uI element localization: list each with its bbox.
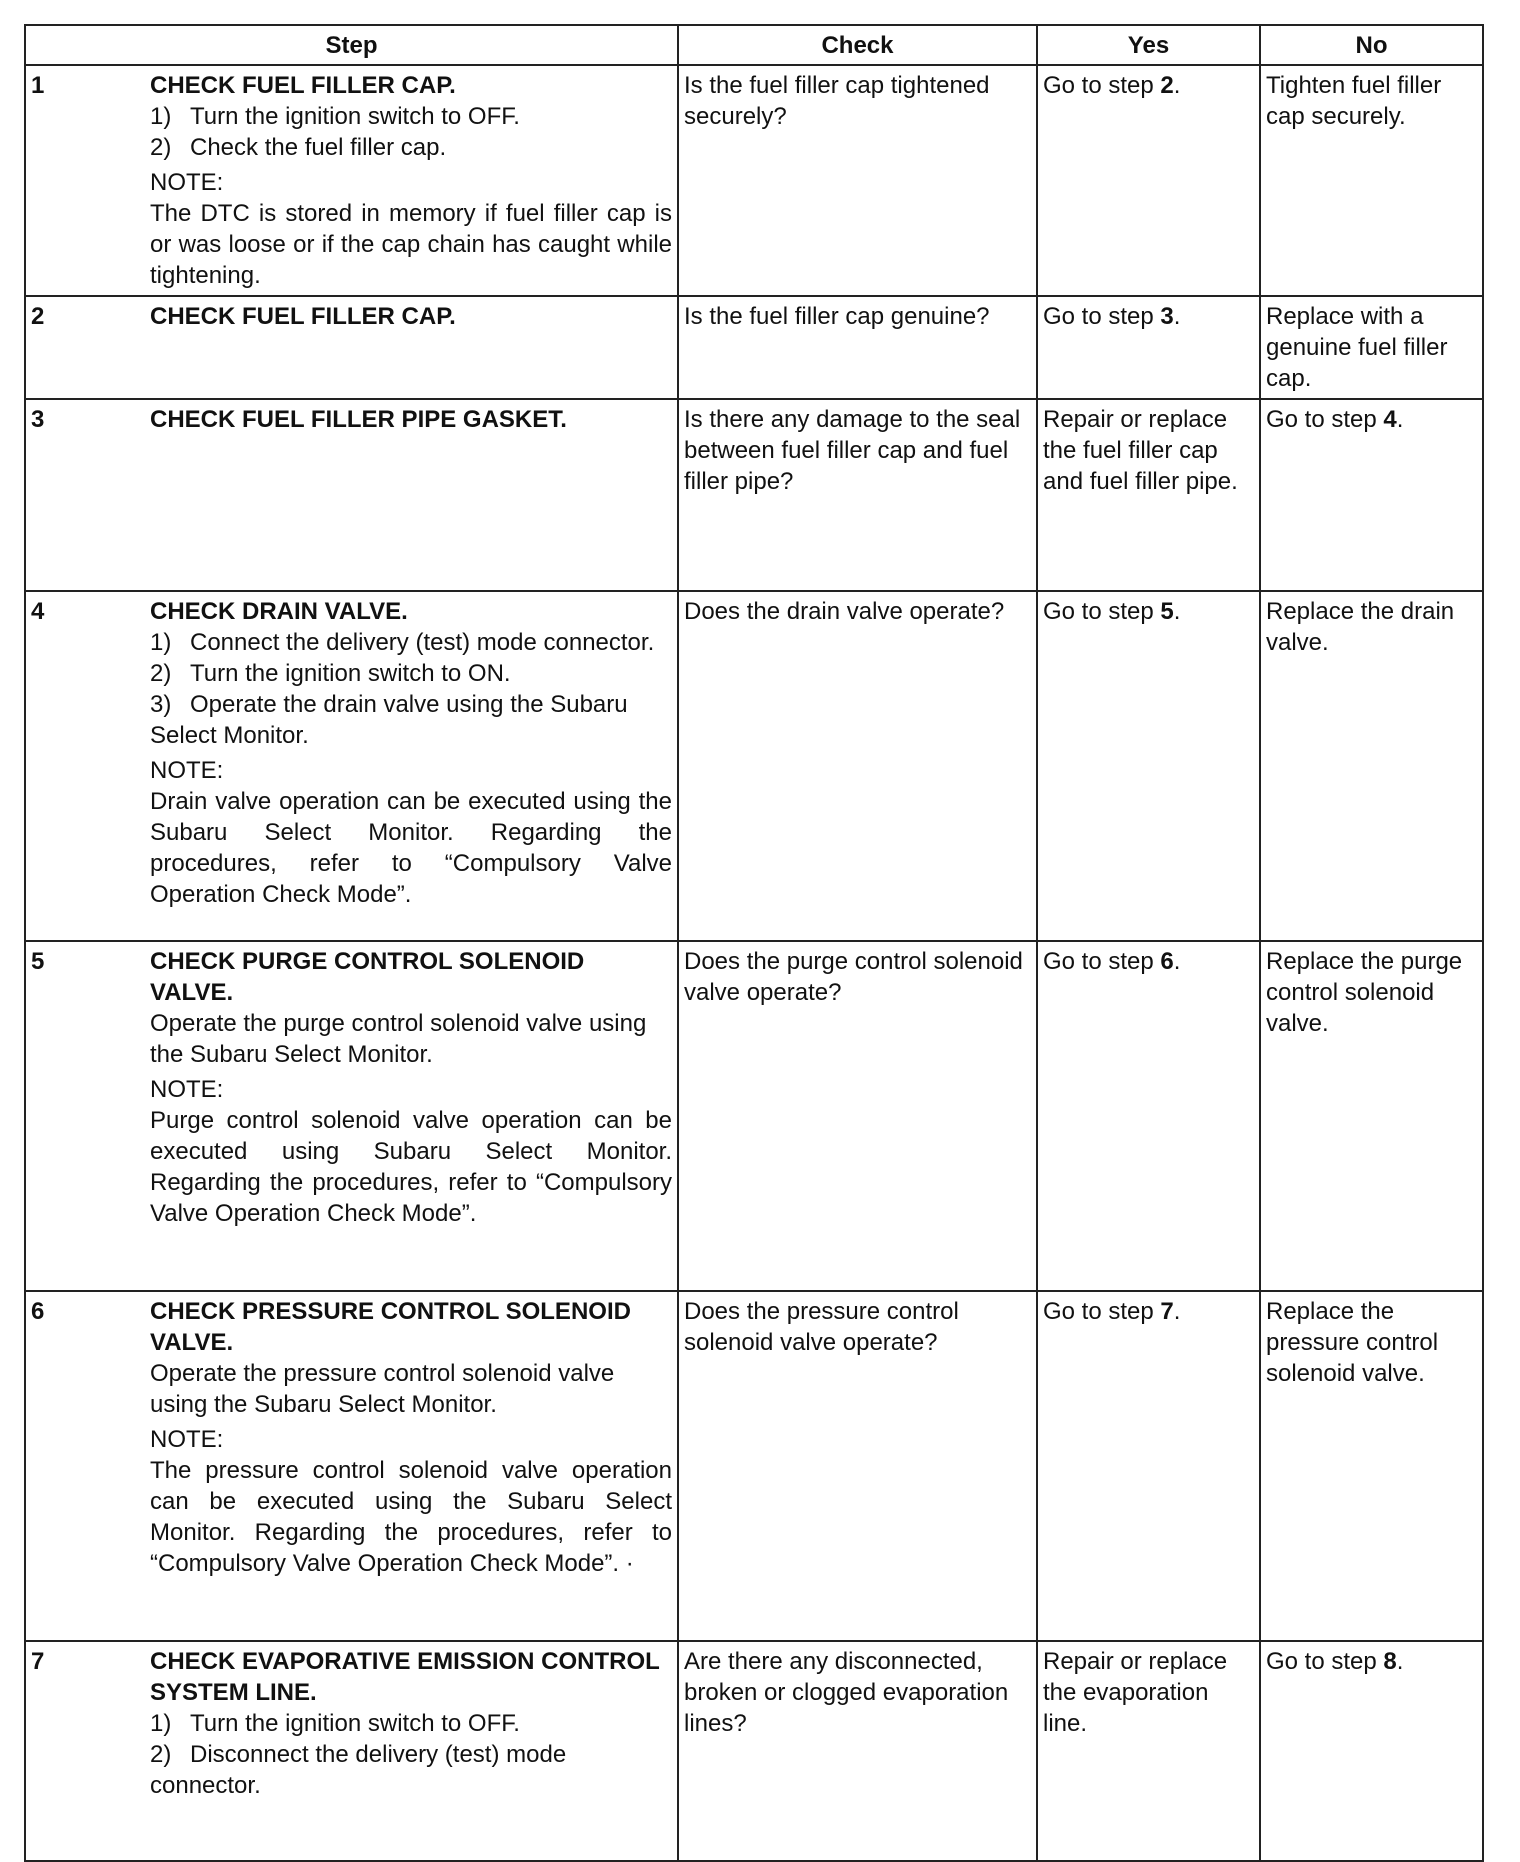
no-cell [1260,65,1483,296]
yes-text-end: . [1173,72,1181,99]
no-text: Replace the purge control solenoid valve. [1266,948,1463,1037]
note-label: NOTE: [150,757,224,784]
step-title: CHECK FUEL FILLER CAP. [150,72,456,99]
step-title: CHECK PURGE CONTROL SOLENOID VALVE. [150,948,585,1006]
table-row [25,1641,1483,1861]
check-cell [678,1291,1037,1641]
no-cell [1260,399,1483,591]
step-instruction [150,1739,672,1801]
step-number: 2 [31,303,45,330]
step-cell [25,1291,678,1641]
table-body [25,65,1483,1861]
yes-step-ref: 7 [1160,1298,1174,1325]
no-text: Tighten fuel filler cap securely. [1266,72,1442,130]
no-cell [1260,591,1483,941]
check-text: Is the fuel filler cap genuine? [684,303,990,330]
yes-text-end: . [1173,948,1181,975]
note-text: The pressure control solenoid valve operation can be executed using the Subaru Select Monitor. Regarding the procedures, refer to “Compulsory Valve Operation Check Mode”. · [150,1457,672,1577]
yes-text: Go to step [1043,72,1161,99]
check-cell [678,591,1037,941]
no-text: Replace the pressure control solenoid valve. [1266,1298,1439,1387]
step-cell [25,941,678,1291]
check-text: Does the drain valve operate? [684,598,1005,625]
check-text: Does the pressure control solenoid valve operate? [684,1298,959,1356]
step-cell [25,65,678,296]
step-instruction [150,101,672,132]
no-cell [1260,296,1483,399]
yes-text: Repair or replace the fuel filler cap and fuel filler pipe. [1043,406,1238,495]
check-cell [678,1641,1037,1861]
instruction-text: Disconnect the delivery (test) mode connector. [150,1741,567,1799]
step-title: CHECK FUEL FILLER PIPE GASKET. [150,406,567,433]
step-cell [25,1641,678,1861]
step-number: 6 [31,1298,45,1325]
header-yes: Yes [1037,25,1260,65]
no-cell [1260,1641,1483,1861]
note-text: Drain valve operation can be executed using the Subaru Select Monitor. Regarding the procedures, refer to “Compulsory Valve Operation Check Mode”. [150,788,672,908]
check-text: Is there any damage to the seal between fuel filler cap and fuel filler pipe? [684,406,1021,495]
table-row [25,941,1483,1291]
table-row [25,591,1483,941]
yes-text: Repair or replace the evaporation line. [1043,1648,1228,1737]
check-text: Is the fuel filler cap tightened securely? [684,72,990,130]
yes-step-ref: 3 [1160,303,1174,330]
no-text: Go to step [1266,1648,1384,1675]
no-text: Go to step [1266,406,1384,433]
yes-text-end: . [1173,598,1181,625]
table-row [25,65,1483,296]
instruction-number: 1) [150,103,172,130]
yes-text: Go to step [1043,948,1161,975]
step-instruction [150,1708,672,1739]
note-label: NOTE: [150,1076,224,1103]
header-no: No [1260,25,1483,65]
check-cell [678,296,1037,399]
step-number: 7 [31,1648,45,1675]
instruction-number: 1) [150,629,172,656]
yes-cell [1037,296,1260,399]
step-instruction [150,658,672,689]
check-cell [678,399,1037,591]
yes-cell [1037,65,1260,296]
instruction-number: 2) [150,134,172,161]
table-row [25,296,1483,399]
yes-cell [1037,941,1260,1291]
no-text: Replace the drain valve. [1266,598,1455,656]
yes-cell [1037,591,1260,941]
step-cell [25,591,678,941]
header-check: Check [678,25,1037,65]
yes-cell [1037,1641,1260,1861]
yes-step-ref: 5 [1160,598,1174,625]
step-number: 3 [31,406,45,433]
step-title: CHECK FUEL FILLER CAP. [150,303,456,330]
yes-text-end: . [1173,303,1181,330]
step-instruction [150,1358,672,1420]
diagnostic-table [24,24,1484,1862]
instruction-text: Operate the drain valve using the Subaru Select Monitor. [150,691,628,749]
no-cell [1260,941,1483,1291]
step-number: 1 [31,72,45,99]
no-step-ref: 8 [1383,1648,1397,1675]
no-text: Replace with a genuine fuel filler cap. [1266,303,1448,392]
step-number: 4 [31,598,45,625]
check-cell [678,941,1037,1291]
note-label: NOTE: [150,169,224,196]
step-instruction [150,132,672,163]
yes-text: Go to step [1043,303,1161,330]
no-step-ref: 4 [1383,406,1397,433]
step-cell [25,296,678,399]
instruction-number: 3) [150,691,172,718]
instruction-text: Turn the ignition switch to OFF. [190,103,520,130]
instruction-number: 2) [150,1741,172,1768]
table-row [25,1291,1483,1641]
step-title: CHECK EVAPORATIVE EMISSION CONTROL SYSTEM LINE. [150,1648,660,1706]
step-instruction [150,689,672,751]
check-text: Does the purge control solenoid valve operate? [684,948,1023,1006]
yes-text: Go to step [1043,1298,1161,1325]
yes-step-ref: 6 [1160,948,1174,975]
instruction-text: Check the fuel filler cap. [190,134,447,161]
header-step: Step [25,25,678,65]
step-cell [25,399,678,591]
step-instruction [150,1008,672,1070]
instruction-text: Operate the pressure control solenoid valve using the Subaru Select Monitor. [150,1360,615,1418]
instruction-text: Connect the delivery (test) mode connector. [190,629,655,656]
note-label: NOTE: [150,1426,224,1453]
step-title: CHECK DRAIN VALVE. [150,598,408,625]
instruction-text: Turn the ignition switch to ON. [190,660,511,687]
instruction-number: 2) [150,660,172,687]
step-number: 5 [31,948,45,975]
instruction-text: Turn the ignition switch to OFF. [190,1710,520,1737]
no-text-end: . [1396,1648,1404,1675]
yes-text-end: . [1173,1298,1181,1325]
instruction-text: Operate the purge control solenoid valve using the Subaru Select Monitor. [150,1010,647,1068]
step-instruction [150,627,672,658]
no-text-end: . [1396,406,1404,433]
note-text: The DTC is stored in memory if fuel filler cap is or was loose or if the cap chain has caught while tightening. [150,200,672,289]
header-row [25,25,1483,65]
table-row [25,399,1483,591]
yes-cell [1037,1291,1260,1641]
step-title: CHECK PRESSURE CONTROL SOLENOID VALVE. [150,1298,631,1356]
instruction-number: 1) [150,1710,172,1737]
yes-cell [1037,399,1260,591]
check-text: Are there any disconnected, broken or clogged evaporation lines? [684,1648,1009,1737]
no-cell [1260,1291,1483,1641]
check-cell [678,65,1037,296]
note-text: Purge control solenoid valve operation can be executed using Subaru Select Monitor. Regarding the procedures, refer to “Compulsory Valve Operation Check Mode”. [150,1107,672,1227]
yes-text: Go to step [1043,598,1161,625]
yes-step-ref: 2 [1160,72,1174,99]
